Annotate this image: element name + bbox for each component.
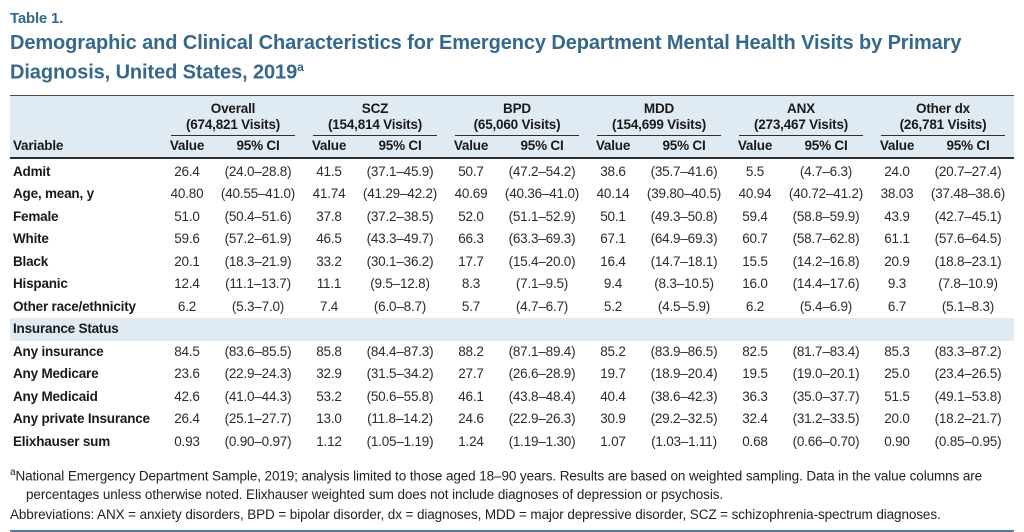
value-cell: 1.24	[458, 433, 484, 449]
value-cell: 85.8	[316, 343, 342, 359]
ci-cell: (58.7–62.8)	[792, 231, 860, 247]
value-subheader: Value	[162, 136, 212, 158]
ci-cell: (42.7–45.1)	[934, 208, 1002, 224]
value-cell: 82.5	[742, 343, 768, 359]
value-cell: 66.3	[458, 231, 484, 247]
ci-cell: (1.03–1.11)	[651, 433, 717, 449]
ci-cell: (20.7–27.4)	[934, 163, 1002, 179]
ci-cell: (5.1–8.3)	[941, 298, 995, 314]
ci-cell: (87.1–89.4)	[508, 343, 576, 359]
value-cell: 67.1	[600, 231, 626, 247]
value-cell: 6.2	[745, 298, 765, 314]
group-visit-count: (674,821 Visits)	[185, 116, 281, 132]
group-visit-count: (154,814 Visits)	[327, 116, 423, 132]
value-cell: 40.80	[170, 186, 204, 202]
value-cell: 61.1	[884, 231, 910, 247]
group-header-mdd	[588, 95, 730, 136]
ci-cell: (14.7–18.1)	[650, 253, 718, 269]
footnote-marker: a	[10, 467, 16, 479]
ci-cell: (41.29–42.2)	[362, 186, 438, 202]
group-visit-count: (273,467 Visits)	[753, 116, 849, 132]
table-row-any-insurance	[10, 341, 1014, 364]
bottom-rule	[10, 530, 1014, 532]
ci-subheader: 95% CI	[922, 136, 1014, 158]
ci-cell: (30.1–36.2)	[366, 253, 434, 269]
ci-cell: (19.0–20.1)	[792, 366, 860, 382]
page-title-footnote-marker: a	[297, 60, 304, 74]
ci-cell: (23.4–26.5)	[934, 366, 1002, 382]
value-cell: 36.3	[742, 388, 768, 404]
variable-column-spacer	[10, 95, 162, 136]
value-cell: 13.0	[316, 411, 342, 427]
table-row-female	[10, 206, 1014, 229]
value-cell: 5.5	[745, 163, 765, 179]
value-cell: 30.9	[600, 411, 626, 427]
ci-cell: (43.3–49.7)	[366, 231, 434, 247]
ci-cell: (0.66–0.70)	[792, 433, 860, 449]
value-cell: 38.6	[600, 163, 626, 179]
ci-cell: (24.0–28.8)	[224, 163, 292, 179]
value-cell: 43.9	[884, 208, 910, 224]
ci-cell: (8.3–10.5)	[654, 276, 714, 292]
row-label: Any Medicare	[13, 366, 99, 382]
value-cell: 85.2	[600, 343, 626, 359]
value-cell: 85.3	[884, 343, 910, 359]
ci-cell: (57.2–61.9)	[224, 231, 292, 247]
value-cell: 50.1	[600, 208, 626, 224]
value-cell: 26.4	[174, 163, 200, 179]
value-cell: 1.12	[316, 433, 342, 449]
table-row-any-private-insurance	[10, 408, 1014, 431]
row-label: White	[13, 231, 49, 247]
ci-cell: (7.1–9.5)	[515, 276, 569, 292]
value-cell: 38.03	[880, 186, 914, 202]
value-cell: 9.3	[887, 276, 907, 292]
value-subheader: Value	[872, 136, 922, 158]
group-header-overall	[162, 95, 304, 136]
value-subheader: Value	[446, 136, 496, 158]
ci-cell: (15.4–20.0)	[508, 253, 576, 269]
ci-cell: (64.9–69.3)	[650, 231, 718, 247]
ci-cell: (43.8–48.4)	[508, 388, 576, 404]
value-cell: 40.14	[596, 186, 630, 202]
table-row-white	[10, 228, 1014, 251]
value-cell: 37.8	[316, 208, 342, 224]
group-header-row	[10, 95, 1014, 136]
value-cell: 16.0	[742, 276, 768, 292]
ci-cell: (18.8–23.1)	[934, 253, 1002, 269]
value-subheader: Value	[588, 136, 638, 158]
value-cell: 88.2	[458, 343, 484, 359]
value-cell: 20.1	[174, 253, 200, 269]
ci-cell: (84.4–87.3)	[366, 343, 434, 359]
value-cell: 19.5	[742, 366, 768, 382]
ci-cell: (22.9–26.3)	[508, 411, 576, 427]
ci-cell: (57.6–64.5)	[934, 231, 1002, 247]
ci-cell: (47.2–54.2)	[508, 163, 576, 179]
value-cell: 6.2	[177, 298, 197, 314]
section-header: Insurance Status	[10, 318, 1014, 341]
ci-cell: (83.6–85.5)	[224, 343, 292, 359]
row-label: Elixhauser sum	[13, 433, 110, 449]
ci-cell: (37.1–45.9)	[366, 163, 434, 179]
value-cell: 41.5	[316, 163, 342, 179]
ci-cell: (1.19–1.30)	[508, 433, 576, 449]
ci-cell: (1.05–1.19)	[366, 433, 434, 449]
subheader-row	[10, 136, 1014, 158]
value-cell: 20.0	[884, 411, 910, 427]
value-cell: 51.5	[884, 388, 910, 404]
value-cell: 5.2	[603, 298, 623, 314]
value-cell: 12.4	[174, 276, 200, 292]
ci-cell: (5.3–7.0)	[231, 298, 285, 314]
value-cell: 50.7	[458, 163, 484, 179]
ci-subheader: 95% CI	[354, 136, 446, 158]
row-label: Hispanic	[13, 276, 68, 292]
group-name: Overall	[210, 100, 256, 116]
value-cell: 27.7	[458, 366, 484, 382]
value-cell: 11.1	[316, 276, 342, 292]
ci-cell: (40.36–41.0)	[504, 186, 580, 202]
ci-cell: (0.90–0.97)	[224, 433, 292, 449]
ci-cell: (31.5–34.2)	[366, 366, 434, 382]
ci-cell: (0.85–0.95)	[934, 433, 1002, 449]
ci-cell: (11.8–14.2)	[367, 411, 433, 427]
value-cell: 24.0	[884, 163, 910, 179]
ci-cell: (9.5–12.8)	[370, 276, 430, 292]
table-body	[10, 158, 1014, 454]
ci-cell: (11.1–13.7)	[225, 276, 291, 292]
ci-cell: (22.9–24.3)	[224, 366, 292, 382]
footnote-text: National Emergency Department Sample, 2019; analysis limited to those aged 18–90 years. Results are based on weighted sampling. Data in the value columns are percentages unless otherwise noted. Elixhauser weighted sum does not include diagnoses of depression or psychosis.	[15, 468, 983, 502]
table-row-any-medicaid	[10, 386, 1014, 409]
row-label: Female	[13, 208, 59, 224]
ci-cell: (49.3–50.8)	[650, 208, 718, 224]
ci-cell: (50.6–55.8)	[366, 388, 434, 404]
ci-cell: (18.9–20.4)	[650, 366, 718, 382]
value-cell: 25.0	[884, 366, 910, 382]
row-label: Age, mean, y	[13, 186, 94, 202]
group-name: SCZ	[361, 100, 389, 116]
value-cell: 26.4	[174, 411, 200, 427]
page-title-text: Demographic and Clinical Characteristics for Emergency Department Mental Health Visits by Primary Diagnosis, United States, 2019	[10, 32, 962, 84]
ci-subheader: 95% CI	[780, 136, 872, 158]
value-cell: 46.5	[316, 231, 342, 247]
value-cell: 40.4	[600, 388, 626, 404]
group-visit-count: (154,699 Visits)	[611, 116, 707, 132]
value-cell: 16.4	[600, 253, 626, 269]
ci-cell: (4.7–6.7)	[515, 298, 569, 314]
value-cell: 5.7	[461, 298, 481, 314]
value-cell: 53.2	[316, 388, 342, 404]
value-subheader: Value	[304, 136, 354, 158]
value-cell: 41.74	[312, 186, 346, 202]
row-label: Black	[13, 253, 49, 269]
group-header-scz	[304, 95, 446, 136]
ci-cell: (18.2–21.7)	[934, 411, 1002, 427]
ci-cell: (37.2–38.5)	[366, 208, 434, 224]
ci-cell: (58.8–59.9)	[792, 208, 860, 224]
ci-cell: (25.1–27.7)	[224, 411, 292, 427]
group-name: Other dx	[916, 100, 970, 116]
ci-subheader: 95% CI	[212, 136, 304, 158]
value-cell: 19.7	[600, 366, 626, 382]
value-cell: 33.2	[316, 253, 342, 269]
ci-cell: (39.80–40.5)	[646, 186, 722, 202]
value-cell: 23.6	[174, 366, 200, 382]
value-cell: 1.07	[600, 433, 626, 449]
value-cell: 24.6	[458, 411, 484, 427]
ci-cell: (35.7–41.6)	[650, 163, 718, 179]
ci-subheader: 95% CI	[638, 136, 730, 158]
ci-cell: (51.1–52.9)	[508, 208, 576, 224]
demographics-table	[10, 95, 1014, 454]
value-cell: 32.4	[742, 411, 768, 427]
page-title	[10, 31, 1014, 85]
footnotes	[10, 464, 1014, 532]
value-cell: 52.0	[458, 208, 484, 224]
value-cell: 59.4	[742, 208, 768, 224]
group-visit-count: (26,781 Visits)	[899, 116, 987, 132]
ci-cell: (41.0–44.3)	[224, 388, 292, 404]
value-cell: 84.5	[174, 343, 200, 359]
group-header-anx	[730, 95, 872, 136]
ci-cell: (83.3–87.2)	[934, 343, 1002, 359]
table-row-elixhauser-sum	[10, 431, 1014, 454]
ci-cell: (40.55–41.0)	[220, 186, 296, 202]
ci-cell: (14.2–16.8)	[792, 253, 860, 269]
ci-cell: (6.0–8.7)	[373, 298, 427, 314]
ci-cell: (35.0–37.7)	[792, 388, 860, 404]
value-cell: 7.4	[319, 298, 339, 314]
group-name: BPD	[503, 100, 531, 116]
section-header-row	[10, 318, 1014, 341]
row-label: Other race/ethnicity	[13, 298, 136, 314]
ci-cell: (63.3–69.3)	[508, 231, 576, 247]
row-label: Any private Insurance	[13, 411, 150, 427]
table-header	[10, 95, 1014, 158]
value-cell: 20.9	[884, 253, 910, 269]
value-cell: 40.69	[454, 186, 488, 202]
group-visit-count: (65,060 Visits)	[473, 116, 561, 132]
value-cell: 40.94	[738, 186, 772, 202]
ci-cell: (4.7–6.3)	[799, 163, 853, 179]
value-cell: 6.7	[887, 298, 907, 314]
value-cell: 9.4	[603, 276, 623, 292]
ci-cell: (14.4–17.6)	[792, 276, 860, 292]
value-cell: 46.1	[458, 388, 484, 404]
value-cell: 59.6	[174, 231, 200, 247]
ci-cell: (7.8–10.9)	[938, 276, 998, 292]
ci-cell: (40.72–41.2)	[788, 186, 864, 202]
ci-cell: (37.48–38.6)	[930, 186, 1006, 202]
ci-cell: (83.9–86.5)	[650, 343, 718, 359]
ci-cell: (50.4–51.6)	[224, 208, 292, 224]
row-label: Any insurance	[13, 343, 104, 359]
ci-cell: (31.2–33.5)	[792, 411, 860, 427]
ci-cell: (38.6–42.3)	[650, 388, 718, 404]
footnote-abbreviations: Abbreviations: ANX = anxiety disorders, BPD = bipolar disorder, dx = diagnoses, MDD = major depressive disorder, SCZ = schizophrenia-spectrum diagnoses.	[10, 506, 941, 522]
value-cell: 42.6	[174, 388, 200, 404]
value-subheader: Value	[730, 136, 780, 158]
value-cell: 15.5	[742, 253, 768, 269]
ci-cell: (4.5–5.9)	[657, 298, 711, 314]
group-header-bpd	[446, 95, 588, 136]
ci-cell: (5.4–6.9)	[799, 298, 853, 314]
value-cell: 60.7	[742, 231, 768, 247]
variable-header: Variable	[10, 136, 162, 158]
group-name: ANX	[787, 100, 815, 116]
table-number-label: Table 1.	[10, 10, 64, 27]
value-cell: 51.0	[174, 208, 200, 224]
ci-cell: (49.1–53.8)	[934, 388, 1002, 404]
value-cell: 17.7	[458, 253, 484, 269]
table-row-age-mean-y	[10, 183, 1014, 206]
table-row-admit	[10, 158, 1014, 184]
table-row-black	[10, 251, 1014, 274]
group-header-other-dx	[872, 95, 1014, 136]
ci-cell: (26.6–28.9)	[508, 366, 576, 382]
value-cell: 8.3	[461, 276, 481, 292]
table-row-any-medicare	[10, 363, 1014, 386]
table-row-hispanic	[10, 273, 1014, 296]
value-cell: 32.9	[316, 366, 342, 382]
ci-subheader: 95% CI	[496, 136, 588, 158]
ci-cell: (29.2–32.5)	[650, 411, 718, 427]
table-row-other-race-ethnicity	[10, 296, 1014, 319]
ci-cell: (81.7–83.4)	[792, 343, 860, 359]
ci-cell: (18.3–21.9)	[224, 253, 292, 269]
row-label: Admit	[13, 163, 51, 179]
group-name: MDD	[643, 100, 675, 116]
footnote-sample-note	[10, 464, 1014, 504]
value-cell: 0.68	[742, 433, 768, 449]
row-label: Any Medicaid	[13, 388, 98, 404]
value-cell: 0.90	[884, 433, 910, 449]
value-cell: 0.93	[174, 433, 200, 449]
